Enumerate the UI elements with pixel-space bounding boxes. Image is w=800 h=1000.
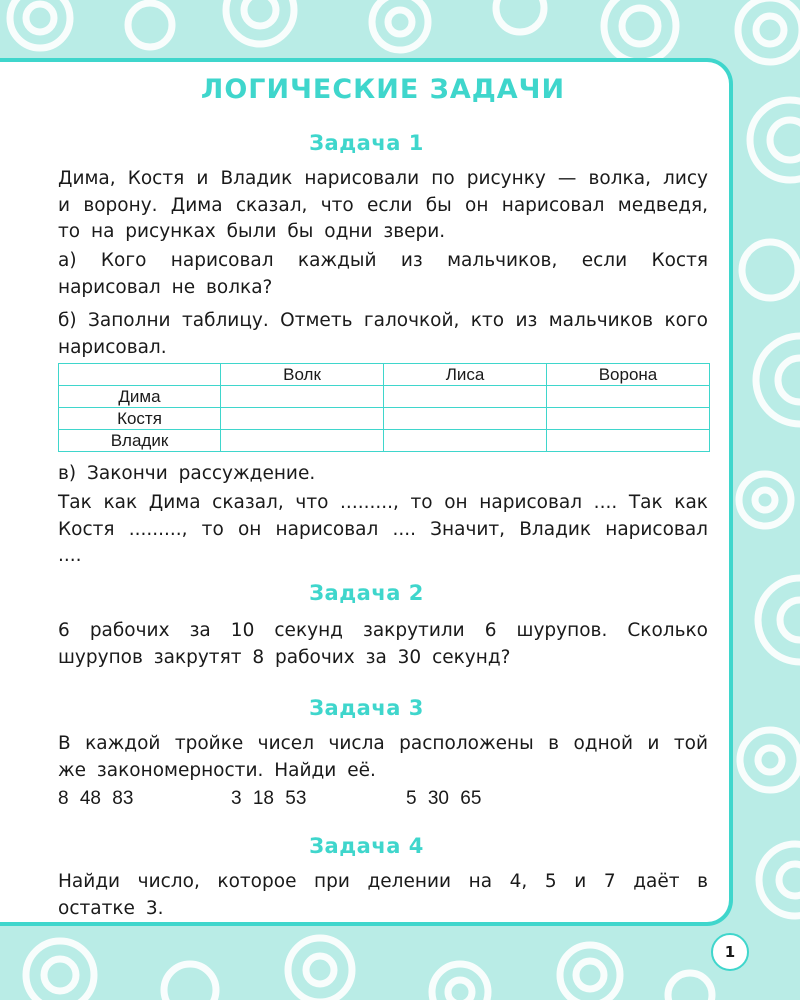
number-triples: [58, 788, 658, 814]
task3-heading: Задача 3: [309, 696, 424, 720]
table-cell[interactable]: [221, 430, 384, 452]
table-row: [59, 386, 710, 408]
table-row-header: Костя: [59, 408, 221, 430]
table-cell[interactable]: [384, 408, 547, 430]
number-triple: 5 30 65: [406, 788, 482, 809]
task1-part-a: а) Кого нарисовал каждый из мальчиков, если Костя нарисовал не волка?: [58, 250, 708, 298]
number-triple: 3 18 53: [231, 788, 307, 809]
task2-heading: Задача 2: [309, 581, 424, 605]
task1-part-c: в) Закончи рассуждение.: [58, 463, 316, 484]
table-cell[interactable]: [547, 430, 710, 452]
table-cell[interactable]: [384, 386, 547, 408]
number-triple: 8 48 83: [58, 788, 134, 809]
table-column-header: Волк: [221, 364, 384, 386]
task1-heading: Задача 1: [309, 131, 424, 155]
table-column-header: Ворона: [547, 364, 710, 386]
table-cell[interactable]: [384, 430, 547, 452]
table-header-row: [59, 364, 710, 386]
table-row: [59, 430, 710, 452]
table-row-header: Владик: [59, 430, 221, 452]
task4-text: Найди число, которое при делении на 4, 5 и 7 даёт в остатке 3.: [58, 871, 708, 919]
page-title: ЛОГИЧЕСКИЕ ЗАДАЧИ: [200, 74, 566, 105]
table-row: [59, 408, 710, 430]
table-cell[interactable]: [221, 408, 384, 430]
table-corner-cell: [59, 364, 221, 386]
table-cell[interactable]: [547, 408, 710, 430]
table-cell[interactable]: [547, 386, 710, 408]
table-column-header: Лиса: [384, 364, 547, 386]
table-cell[interactable]: [221, 386, 384, 408]
task3-text: В каждой тройке чисел числа расположены в одной и той же закономерности. Найди её.: [58, 733, 708, 781]
task1-reasoning: Так как Дима сказал, что ........., то он нарисовал .... Так как Костя ........., то он нарисовал .... Значит, Владик нарисовал ....: [58, 492, 708, 566]
task4-heading: Задача 4: [309, 834, 424, 858]
task1-part-b: б) Заполни таблицу. Отметь галочкой, кто из мальчиков кого нарисовал.: [58, 310, 708, 358]
task1-intro: Дима, Костя и Владик нарисовали по рисунку — волка, лису и ворону. Дима сказал, что если бы он нарисовал медведя, то на рисунках были бы одни звери.: [58, 168, 708, 242]
table-row-header: Дима: [59, 386, 221, 408]
answer-table: [58, 363, 710, 452]
page-number-badge: 1: [711, 933, 749, 971]
task2-text: 6 рабочих за 10 секунд закрутили 6 шурупов. Сколько шурупов закрутят 8 рабочих за 30 секунд?: [58, 620, 708, 668]
